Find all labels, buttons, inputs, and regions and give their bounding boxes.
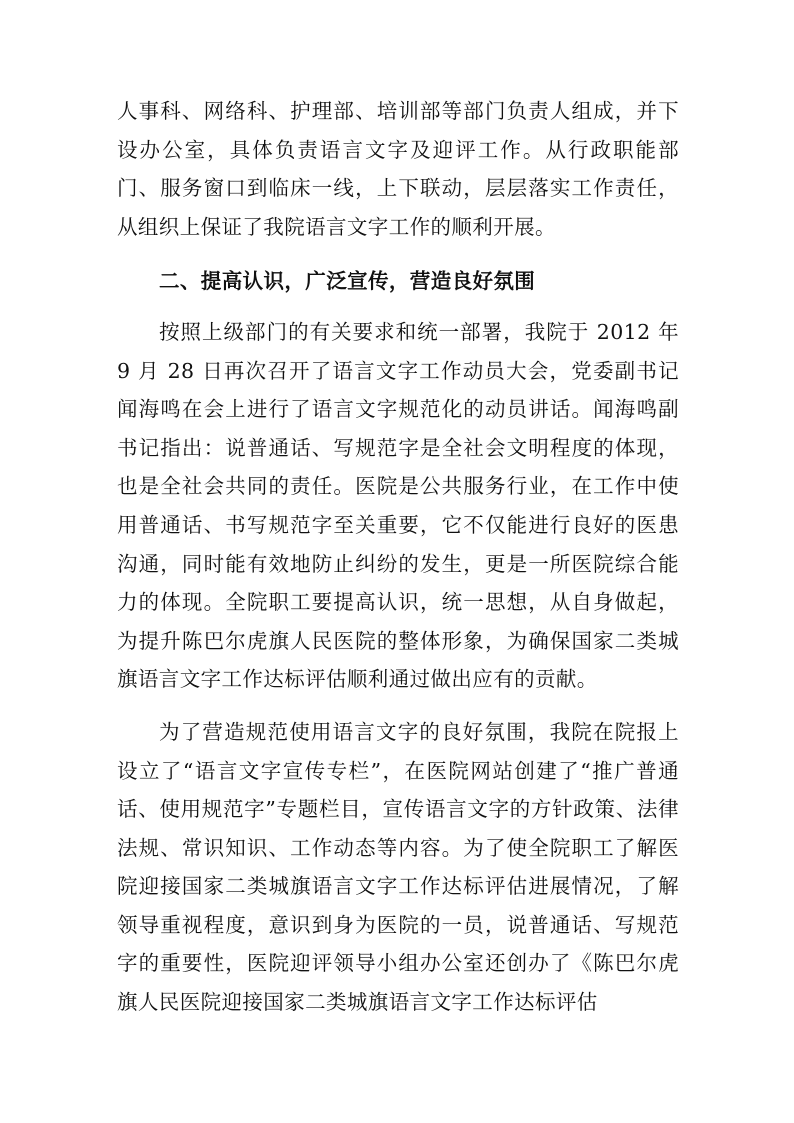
paragraph-continued: 人事科、网络科、护理部、培训部等部门负责人组成，并下设办公室，具体负责语言文字及迎评工作。从行政职能部门、服务窗口到临床一线，上下联动，层层落实工作责任，从组织上保证了我院语言文字工作的顺利开展。	[117, 99, 679, 239]
paragraph-mobilization-meeting: 按照上级部门的有关要求和统一部署，我院于 2012 年 9 月 28 日再次召开了语言文字工作动员大会，党委副书记闻海鸣在会上进行了语言文字规范化的动员讲话。闻海鸣副书记指出：说普通话、写规范字是全社会文明程度的体现，也是全社会共同的责任。医院是公共服务行业，在工作中使用普通话、书写规范字至关重要，它不仅能进行良好的医患沟通，同时能有效地防止纠纷的发生，更是一所医院综合能力的体现。全院职工要提高认识，统一思想，从自身做起，为提升陈巴尔虎旗人民医院的整体形象，为确保国家二类城旗语言文字工作达标评估顺利通过做出应有的贡献。	[117, 319, 679, 692]
paragraph-publicity: 为了营造规范使用语言文字的良好氛围，我院在院报上设立了“语言文字宣传专栏”，在医院网站创建了“推广普通话、使用规范字”专题栏目，宣传语言文字的方针政策、法律法规、常识知识、工作动态等内容。为了使全院职工了解医院迎接国家二类城旗语言文字工作达标评估进展情况，了解领导重视程度，意识到身为医院的一员，说普通话、写规范字的重要性，医院迎评领导小组办公室还创办了《陈巴尔虎旗人民医院迎接国家二类城旗语言文字工作达标评估	[117, 719, 679, 1015]
document-page	[117, 92, 679, 1022]
section-heading-2: 二、提高认识，广泛宣传，营造良好氛围	[159, 269, 536, 294]
